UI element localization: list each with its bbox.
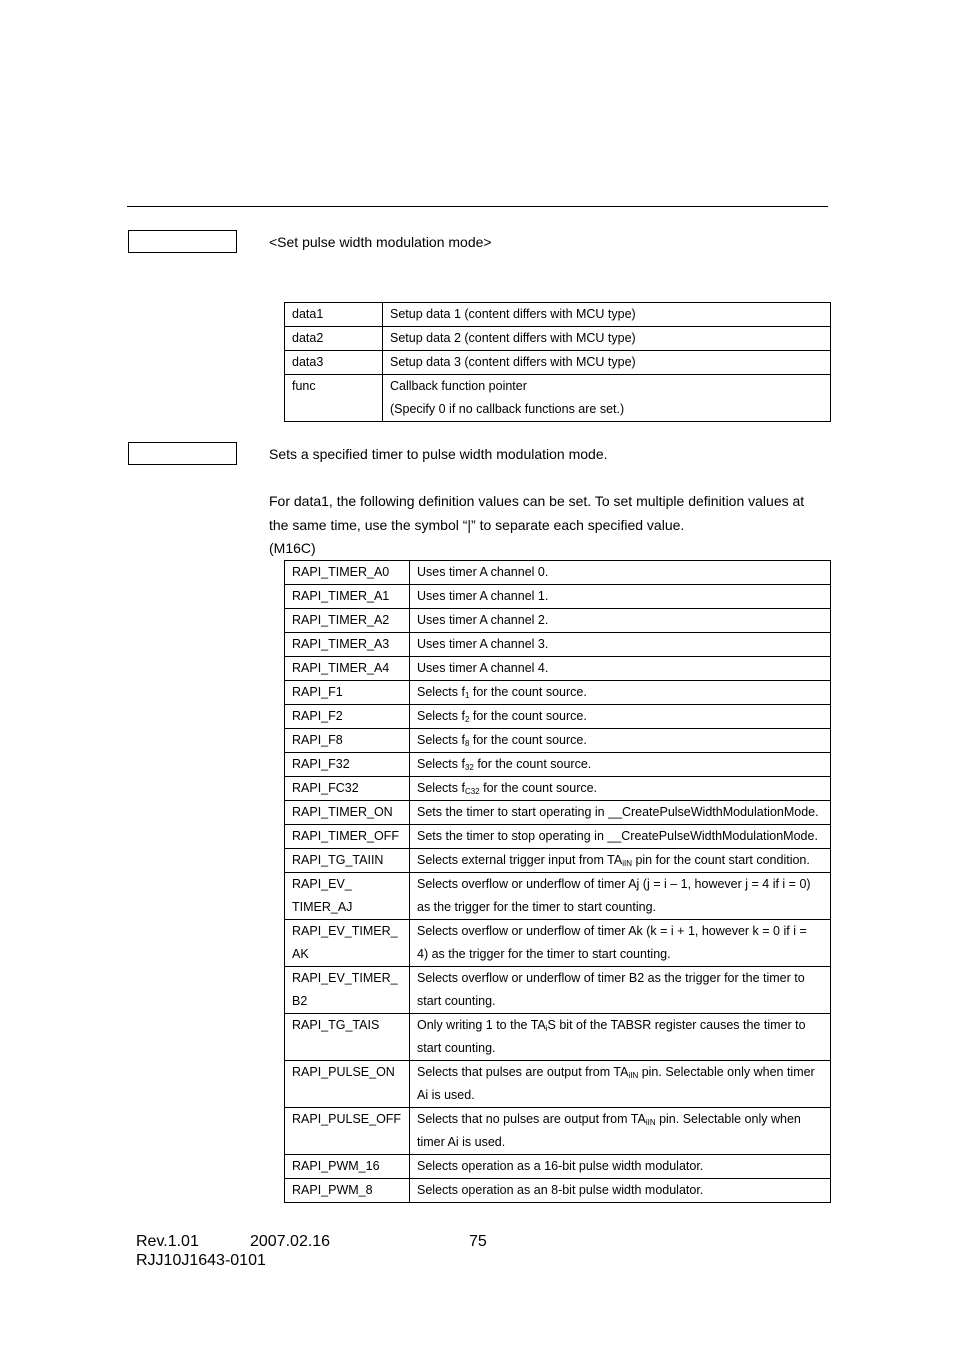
paragraph-line: For data1, the following definition values can be set. To set multiple definition values at bbox=[269, 493, 805, 509]
param-desc: Setup data 1 (content differs with MCU type) bbox=[383, 303, 831, 327]
param-name: data3 bbox=[285, 351, 383, 375]
def-desc: Selects operation as an 8-bit pulse width modulator. bbox=[410, 1179, 831, 1203]
mcu-label: (M16C) bbox=[269, 540, 316, 556]
footer-document-number: RJJ10J1643-0101 bbox=[136, 1252, 266, 1269]
table-row bbox=[285, 753, 831, 777]
def-desc: Selects overflow or underflow of timer Aj (j = i – 1, however j = 4 if i = 0) as the trigger for the timer to start counting. bbox=[410, 873, 831, 920]
table-row bbox=[285, 873, 831, 920]
def-desc: Selects $f_1$ for the count source. bbox=[410, 681, 831, 705]
table-row bbox=[285, 729, 831, 753]
param-desc-line: Callback function pointer bbox=[390, 379, 527, 393]
def-name: RAPI_PULSE_ON bbox=[285, 1061, 410, 1108]
table-row bbox=[285, 327, 831, 351]
def-name: RAPI_PWM_8 bbox=[285, 1179, 410, 1203]
page-number: 75 bbox=[469, 1233, 487, 1250]
table-row bbox=[285, 1108, 831, 1155]
table-row bbox=[285, 585, 831, 609]
parameter-table bbox=[284, 302, 831, 422]
def-name: RAPI_F32 bbox=[285, 753, 410, 777]
def-name: RAPI_TIMER_A2 bbox=[285, 609, 410, 633]
def-desc: Uses timer A channel 1. bbox=[410, 585, 831, 609]
def-desc: Selects $f_{C32}$ for the count source. bbox=[410, 777, 831, 801]
table-row bbox=[285, 1014, 831, 1061]
def-desc: Uses timer A channel 4. bbox=[410, 657, 831, 681]
table-row bbox=[285, 849, 831, 873]
def-name: RAPI_TIMER_A4 bbox=[285, 657, 410, 681]
def-desc: Selects that pulses are output from $TA_{iIN}$ pin. Selectable only when timer Ai is used. bbox=[410, 1061, 831, 1108]
param-desc bbox=[383, 375, 831, 422]
table-row bbox=[285, 1155, 831, 1179]
def-desc: Selects that no pulses are output from $TA_{iIN}$ pin. Selectable only when timer Ai is used. bbox=[410, 1108, 831, 1155]
def-desc: Selects $f_8$ for the count source. bbox=[410, 729, 831, 753]
def-name: RAPI_TIMER_A3 bbox=[285, 633, 410, 657]
def-desc: Selects external trigger input from $TA_{iIN}$ pin for the count start condition. bbox=[410, 849, 831, 873]
def-desc: Sets the timer to start operating in __CreatePulseWidthModulationMode. bbox=[410, 801, 831, 825]
description-label-box bbox=[128, 442, 237, 465]
table-row bbox=[285, 777, 831, 801]
def-desc: Selects $f_{32}$ for the count source. bbox=[410, 753, 831, 777]
table-row bbox=[285, 561, 831, 585]
def-name: RAPI_F2 bbox=[285, 705, 410, 729]
table-row bbox=[285, 801, 831, 825]
def-desc: Selects operation as a 16-bit pulse width modulator. bbox=[410, 1155, 831, 1179]
param-name: data1 bbox=[285, 303, 383, 327]
def-desc: Uses timer A channel 0. bbox=[410, 561, 831, 585]
table-row bbox=[285, 705, 831, 729]
table-row bbox=[285, 681, 831, 705]
def-name: RAPI_EV_TIMER_ B2 bbox=[285, 967, 410, 1014]
definition-table bbox=[284, 560, 831, 1203]
param-name: func bbox=[285, 375, 383, 422]
table-row bbox=[285, 920, 831, 967]
table-row bbox=[285, 609, 831, 633]
table-row bbox=[285, 1061, 831, 1108]
def-name: RAPI_TIMER_OFF bbox=[285, 825, 410, 849]
paragraph-line: the same time, use the symbol “|” to separate each specified value. bbox=[269, 517, 685, 533]
def-desc: Sets the timer to stop operating in __CreatePulseWidthModulationMode. bbox=[410, 825, 831, 849]
def-name: RAPI_F1 bbox=[285, 681, 410, 705]
def-name: RAPI_TIMER_A1 bbox=[285, 585, 410, 609]
def-name: RAPI_PWM_16 bbox=[285, 1155, 410, 1179]
function-label-box bbox=[128, 230, 237, 253]
param-name: data2 bbox=[285, 327, 383, 351]
param-desc: Setup data 3 (content differs with MCU type) bbox=[383, 351, 831, 375]
def-desc: Uses timer A channel 2. bbox=[410, 609, 831, 633]
table-row bbox=[285, 351, 831, 375]
table-row bbox=[285, 967, 831, 1014]
table-row bbox=[285, 825, 831, 849]
def-desc: Selects $f_2$ for the count source. bbox=[410, 705, 831, 729]
def-desc: Selects overflow or underflow of timer B2 as the trigger for the timer to start counting. bbox=[410, 967, 831, 1014]
def-name: RAPI_TG_TAIIN bbox=[285, 849, 410, 873]
def-name: RAPI_TIMER_A0 bbox=[285, 561, 410, 585]
table-row bbox=[285, 657, 831, 681]
header-rule bbox=[127, 206, 828, 207]
def-desc: Selects overflow or underflow of timer Ak (k = i + 1, however k = 0 if i = 4) as the trigger for the timer to start counting. bbox=[410, 920, 831, 967]
def-name: RAPI_PULSE_OFF bbox=[285, 1108, 410, 1155]
def-desc: Only writing 1 to the $TA_iS$ bit of the TABSR register causes the timer to start counting. bbox=[410, 1014, 831, 1061]
def-name: RAPI_F8 bbox=[285, 729, 410, 753]
footer-date: 2007.02.16 bbox=[250, 1233, 331, 1250]
function-heading: <Set pulse width modulation mode> bbox=[269, 234, 492, 250]
def-name: RAPI_EV_ TIMER_AJ bbox=[285, 873, 410, 920]
def-name: RAPI_EV_TIMER_ AK bbox=[285, 920, 410, 967]
param-desc: Setup data 2 (content differs with MCU type) bbox=[383, 327, 831, 351]
def-name: RAPI_TIMER_ON bbox=[285, 801, 410, 825]
table-row bbox=[285, 375, 831, 422]
table-row bbox=[285, 633, 831, 657]
footer-revision: Rev.1.01 bbox=[136, 1233, 199, 1250]
param-desc-line: (Specify 0 if no callback functions are set.) bbox=[390, 402, 625, 416]
description-text: Sets a specified timer to pulse width modulation mode. bbox=[269, 446, 608, 462]
table-row bbox=[285, 1179, 831, 1203]
def-name: RAPI_TG_TAIS bbox=[285, 1014, 410, 1061]
def-desc: Uses timer A channel 3. bbox=[410, 633, 831, 657]
table-row bbox=[285, 303, 831, 327]
def-name: RAPI_FC32 bbox=[285, 777, 410, 801]
